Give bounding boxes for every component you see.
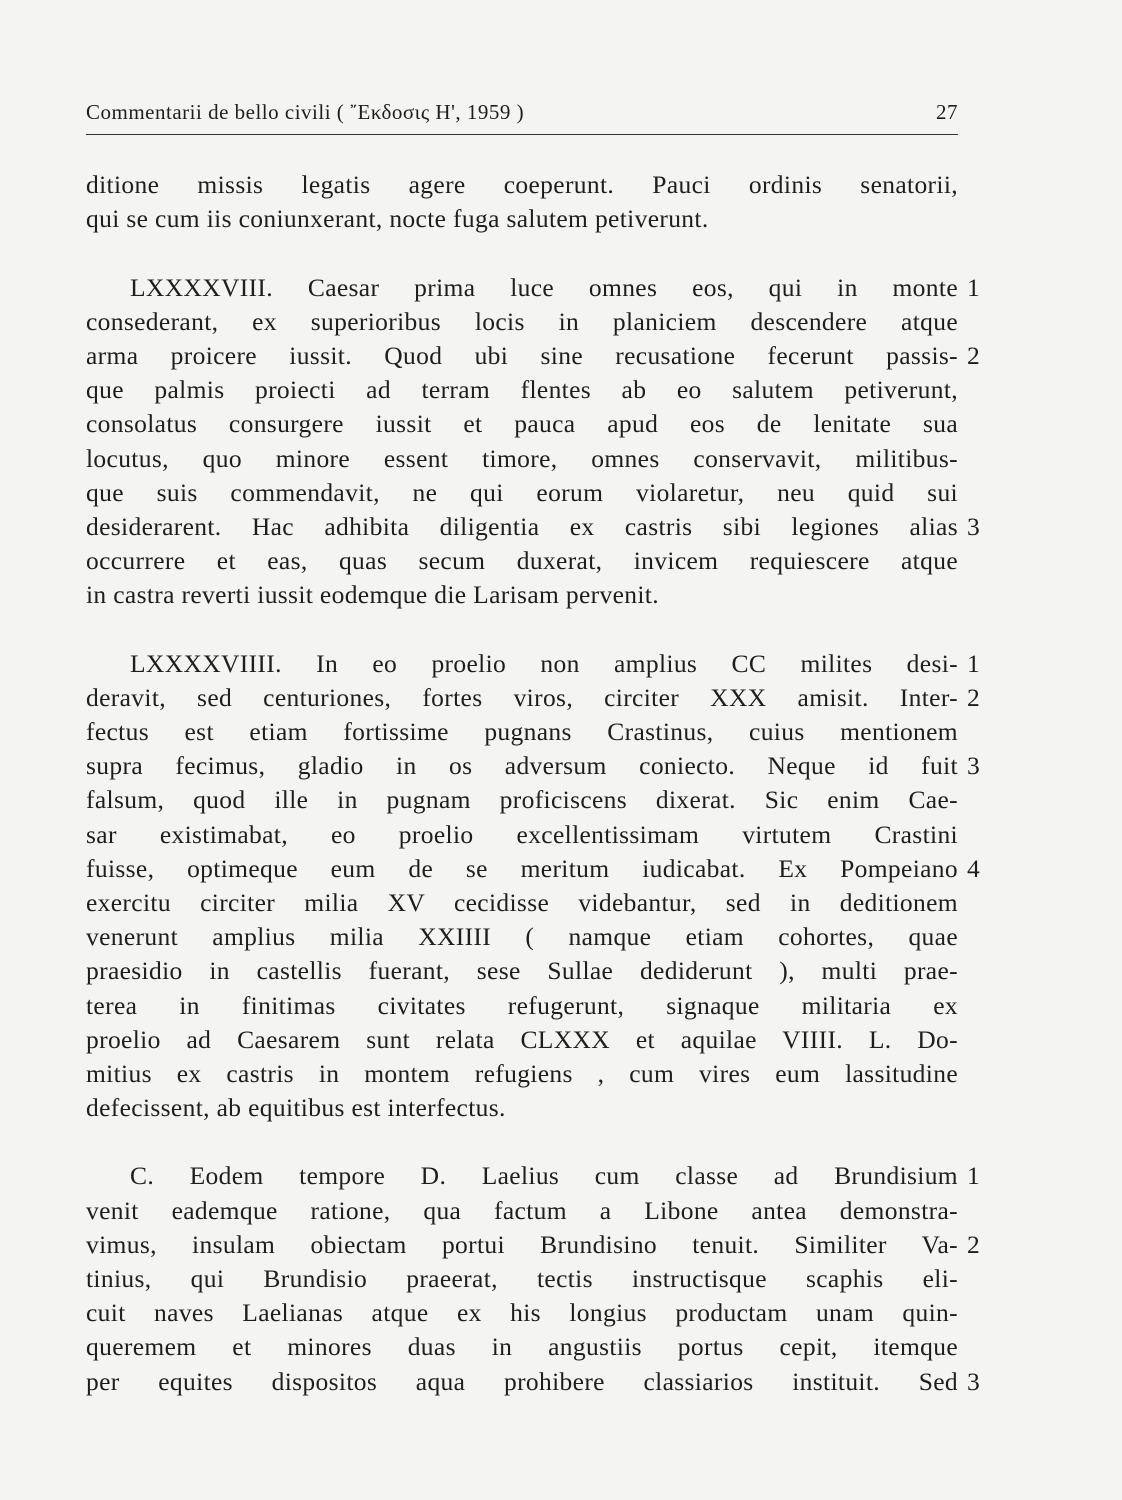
text-line — [86, 1057, 958, 1091]
text-line — [86, 578, 958, 612]
paragraph — [86, 271, 981, 613]
text-line — [86, 168, 958, 202]
margin-section-number: 2 — [967, 1229, 981, 1259]
line-text: LXXXXVIII. Caesar prima luce omnes eos, qui in monte — [130, 272, 958, 302]
text-line — [86, 1159, 981, 1193]
text-line — [86, 305, 958, 339]
line-text: deravit, sed centuriones, fortes viros, circiter XXX amisit. Inter- — [86, 682, 958, 712]
text-line — [86, 681, 981, 715]
line-text: mitius ex castris in montem refugiens , cum vires eum lassitudine — [86, 1058, 958, 1088]
text-line — [86, 510, 981, 544]
line-text: ditione missis legatis agere coeperunt. Pauci ordinis senatorii, — [86, 170, 958, 199]
paragraph-gap — [86, 1125, 958, 1159]
line-text: consolatus consurgere iussit et pauca apud eos de lenitate sua — [86, 409, 958, 439]
text-line — [86, 1023, 958, 1057]
line-text: que suis commendavit, ne qui eorum violaretur, neu quid sui — [86, 477, 958, 507]
text-line — [86, 715, 958, 749]
text-line — [86, 749, 981, 783]
text-line — [86, 476, 958, 510]
line-text: falsum, quod ille in pugnam proficiscens dixerat. Sic enim Cae- — [86, 785, 958, 815]
margin-section-number: 3 — [967, 1366, 981, 1396]
line-text: LXXXXVIIII. In eo proelio non amplius CC milites desi- — [130, 648, 958, 678]
paragraph — [86, 1159, 981, 1398]
line-text: praesidio in castellis fuerant, sese Sullae dediderunt ), multi prae- — [86, 956, 958, 986]
line-text: terea in finitimas civitates refugerunt, signaque militaria ex — [86, 990, 958, 1020]
text-line — [86, 852, 981, 886]
text-line — [86, 1091, 958, 1125]
margin-section-number: 3 — [967, 511, 981, 541]
text-line — [86, 1296, 958, 1330]
line-text: supra fecimus, gladio in os adversum coniecto. Neque id fuit — [86, 751, 958, 781]
line-text: fuisse, optimeque eum de se meritum iudicabat. Ex Pompeiano — [86, 853, 958, 883]
line-text: per equites dispositos aqua prohibere classiarios instituit. Sed — [86, 1366, 958, 1396]
line-text: queremem et minores duas in angustiis portus cepit, itemque — [86, 1332, 958, 1362]
margin-section-number: 2 — [967, 682, 981, 712]
line-text: occurrere et eas, quas secum duxerat, invicem requiescere atque — [86, 546, 958, 576]
line-text: locutus, quo minore essent timore, omnes conservavit, militibus- — [86, 443, 958, 473]
margin-section-number: 1 — [967, 1161, 981, 1191]
text-line — [86, 339, 981, 373]
page-number: 27 — [936, 100, 958, 124]
margin-section-number: 1 — [967, 272, 981, 302]
line-text: sar existimabat, eo proelio excellentissimam virtutem Crastini — [86, 819, 958, 849]
text-line — [86, 407, 958, 441]
text-line — [86, 1228, 981, 1262]
text-line — [86, 783, 958, 817]
line-text: cuit naves Laelianas atque ex his longius productam unam quin- — [86, 1298, 958, 1328]
line-text: defecissent, ab equitibus est interfectus. — [86, 1093, 506, 1123]
line-text: tinius, qui Brundisio praeerat, tectis instructisque scaphis eli- — [86, 1264, 958, 1293]
text-line — [86, 271, 981, 305]
text-line — [86, 954, 958, 988]
text-line — [86, 1194, 958, 1228]
text-line — [86, 442, 958, 476]
line-text: fectus est etiam fortissime pugnans Crastinus, cuius mentionem — [86, 717, 958, 746]
line-text: arma proicere iussit. Quod ubi sine recusatione fecerunt passis- — [86, 340, 958, 370]
text-line — [86, 544, 958, 578]
paragraph-gap — [86, 236, 958, 270]
line-text: qui se cum iis coniunxerant, nocte fuga salutem petiverunt. — [86, 204, 709, 234]
line-text: proelio ad Caesarem sunt relata CLXXX et aquilae VIIII. L. Do- — [86, 1024, 958, 1054]
text-line — [86, 818, 958, 852]
paragraph-gap — [86, 612, 958, 646]
text-line — [86, 1262, 958, 1296]
body-text — [86, 168, 981, 1399]
line-text: desiderarent. Hac adhibita diligentia ex castris sibi legiones alias — [86, 511, 958, 541]
line-text: que palmis proiecti ad terram flentes ab eo salutem petiverunt, — [86, 375, 958, 405]
paragraph — [86, 647, 981, 1126]
line-text: vimus, insulam obiectam portui Brundisino tenuit. Similiter Va- — [86, 1229, 958, 1259]
line-text: in castra reverti iussit eodemque die Larisam pervenit. — [86, 580, 659, 610]
line-text: venit eademque ratione, qua factum a Libone antea demonstra- — [86, 1195, 958, 1225]
line-text: venerunt amplius milia XXIIII ( namque etiam cohortes, quae — [86, 922, 958, 952]
line-text: consederant, ex superioribus locis in planiciem descendere atque — [86, 306, 958, 336]
header-rule — [86, 134, 958, 135]
text-line — [86, 202, 958, 236]
text-line — [86, 989, 958, 1023]
margin-section-number: 4 — [967, 853, 981, 883]
line-text: C. Eodem tempore D. Laelius cum classe ad Brundisium — [130, 1161, 958, 1191]
book-page — [86, 100, 958, 132]
margin-section-number: 3 — [967, 751, 981, 781]
text-line — [86, 1330, 958, 1364]
text-line — [86, 920, 958, 954]
running-head — [86, 100, 958, 132]
text-line — [86, 647, 981, 681]
paragraph — [86, 168, 958, 236]
margin-section-number: 2 — [967, 340, 981, 370]
margin-section-number: 1 — [967, 648, 981, 678]
text-line — [86, 1365, 981, 1399]
text-line — [86, 886, 958, 920]
line-text: exercitu circiter milia XV cecidisse videbantur, sed in deditionem — [86, 887, 958, 917]
text-line — [86, 373, 958, 407]
running-title: Commentarii de bello civili ( ῎Εκδοσις Η', 1959 ) — [86, 100, 525, 124]
